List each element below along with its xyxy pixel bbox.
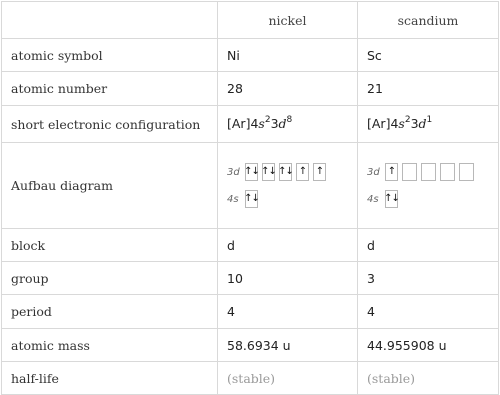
- header-blank: [2, 2, 218, 39]
- scandium-half-life: (stable): [358, 362, 499, 395]
- label-atomic-symbol: atomic symbol: [2, 39, 218, 72]
- nickel-half-life: (stable): [218, 362, 358, 395]
- orbital-box: ↑: [296, 163, 309, 181]
- orbital-box: ↑: [385, 163, 398, 181]
- nickel-config-s: s: [258, 116, 265, 132]
- scandium-config-s-exp: 2: [404, 115, 411, 126]
- nickel-config-d: d: [278, 116, 287, 132]
- label-electronic-configuration: short electronic configuration: [2, 106, 218, 143]
- scandium-atomic-symbol: Sc: [358, 39, 499, 72]
- row-atomic-mass: [2, 329, 499, 362]
- nickel-config-d-exp: 8: [286, 115, 293, 126]
- row-atomic-number: [2, 72, 499, 106]
- orbital-box: [421, 163, 436, 181]
- scandium-4s-label: 4s: [367, 193, 379, 205]
- scandium-config-s: s: [398, 116, 405, 132]
- nickel-config-core: [Ar]4: [227, 116, 259, 132]
- scandium-config-d: d: [418, 116, 427, 132]
- nickel-3d-row: [227, 160, 348, 184]
- label-group: group: [2, 262, 218, 295]
- scandium-3d-row: [367, 160, 489, 184]
- row-half-life: [2, 362, 499, 395]
- scandium-atomic-number: 21: [358, 72, 499, 106]
- nickel-period: 4: [218, 295, 358, 329]
- scandium-config-core: [Ar]4: [367, 116, 399, 132]
- row-atomic-symbol: [2, 39, 499, 72]
- scandium-config-d-exp: 1: [426, 115, 433, 126]
- scandium-period: 4: [358, 295, 499, 329]
- nickel-config-s-exp: 2: [264, 115, 271, 126]
- orbital-box: ↑↓: [245, 163, 258, 181]
- scandium-group: 3: [358, 262, 499, 295]
- row-group: [2, 262, 499, 295]
- nickel-atomic-mass: 58.6934 u: [218, 329, 358, 362]
- orbital-box: [440, 163, 455, 181]
- header-row: [2, 2, 499, 39]
- label-atomic-number: atomic number: [2, 72, 218, 106]
- label-block: block: [2, 229, 218, 262]
- nickel-4s-label: 4s: [227, 193, 239, 205]
- nickel-config-mid: 3: [270, 116, 279, 132]
- nickel-4s-row: [227, 187, 348, 211]
- label-period: period: [2, 295, 218, 329]
- scandium-atomic-mass: 44.955908 u: [358, 329, 499, 362]
- label-half-life: half-life: [2, 362, 218, 395]
- header-scandium: scandium: [358, 2, 499, 39]
- row-electronic-configuration: [2, 106, 499, 143]
- element-comparison-table: [1, 1, 499, 395]
- orbital-box: [459, 163, 474, 181]
- row-period: [2, 295, 499, 329]
- orbital-box: ↑↓: [279, 163, 292, 181]
- nickel-atomic-number: 28: [218, 72, 358, 106]
- scandium-electronic-configuration: [358, 106, 499, 143]
- nickel-group: 10: [218, 262, 358, 295]
- orbital-box: ↑↓: [245, 190, 258, 208]
- scandium-config-mid: 3: [410, 116, 419, 132]
- orbital-box: ↑↓: [262, 163, 275, 181]
- header-nickel: nickel: [218, 2, 358, 39]
- scandium-block: d: [358, 229, 499, 262]
- nickel-electronic-configuration: [218, 106, 358, 143]
- label-aufbau-diagram: Aufbau diagram: [2, 143, 218, 229]
- row-block: [2, 229, 499, 262]
- nickel-aufbau-diagram: [218, 143, 358, 229]
- nickel-atomic-symbol: Ni: [218, 39, 358, 72]
- nickel-3d-label: 3d: [227, 166, 240, 178]
- orbital-box: [402, 163, 417, 181]
- scandium-aufbau-diagram: [358, 143, 499, 229]
- label-atomic-mass: atomic mass: [2, 329, 218, 362]
- orbital-box: ↑↓: [385, 190, 398, 208]
- orbital-box: ↑: [313, 163, 326, 181]
- scandium-4s-row: [367, 187, 489, 211]
- scandium-3d-label: 3d: [367, 166, 380, 178]
- nickel-block: d: [218, 229, 358, 262]
- row-aufbau-diagram: [2, 143, 499, 229]
